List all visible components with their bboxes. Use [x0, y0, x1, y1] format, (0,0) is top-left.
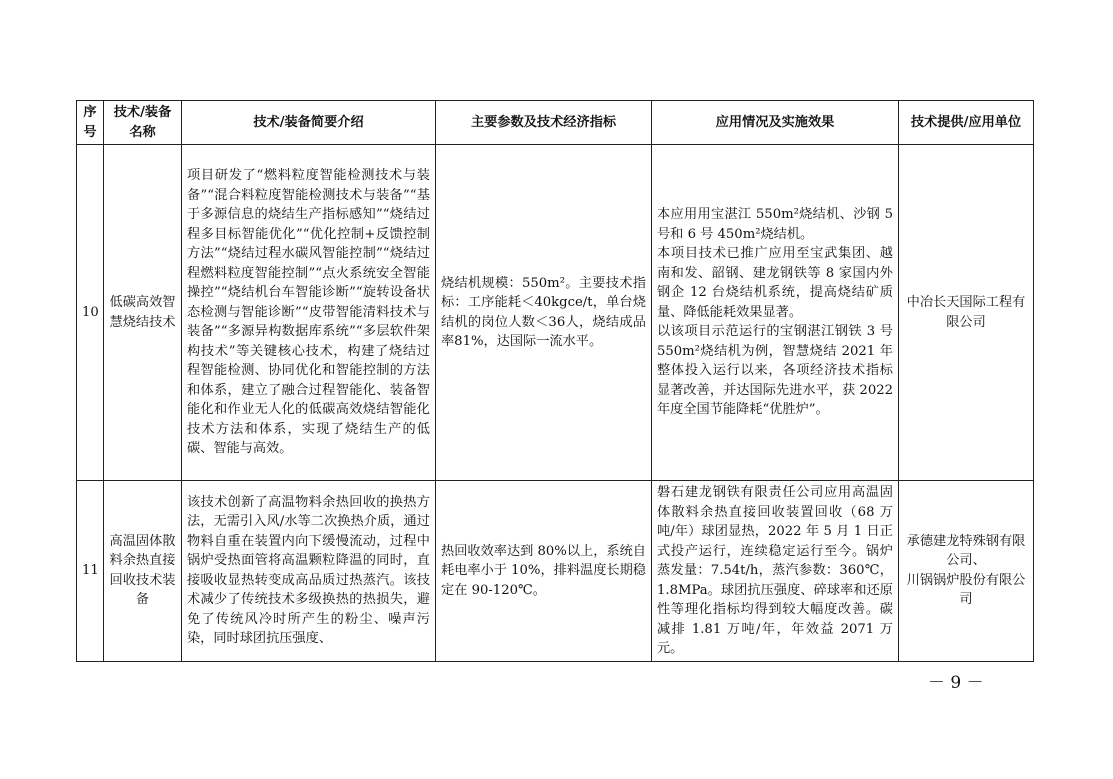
row-intro: 项目研发了“燃料粒度智能检测技术与装备”“混合料粒度智能检测技术与装备”“基于多源信息的烧结生产指标感知”“烧结过程多目标智能优化”“优化控制+反馈控制方法”“烧结过程水碳风智能控制”“烧结过程燃料粒度智能控制”“点火系统安全智能操控”“烧结机台车智能诊断”“旋转设备状态检测与智能诊断”“皮带智能清料技术与装备”“多源异构数据库系统”“多层软件架构技术”等关键核心技术，构建了烧结过程智能检测、协同优化和智能控制的方法和体系，建立了融合过程智能化、装备智能化和作业无人化的低碳高效烧结智能化技术方法和体系，实现了烧结生产的低碳、智能与高效。 [182, 145, 436, 481]
row-params: 热回收效率达到 80%以上，系统自耗电率小于 10%，排料温度长期稳定在 90-120℃。 [436, 481, 652, 662]
row-name: 高温固体散料余热直接回收技术装备 [104, 481, 182, 662]
row-intro: 该技术创新了高温物料余热回收的换热方法，无需引入风/水等二次换热介质，通过物料自重在装置内向下缓慢流动，过程中锅炉受热面管将高温颗粒降温的同时，直接吸收显热转变成高品质过热蒸汽。该技术减少了传统技术多级换热的热损失，避免了传统风冷时所产生的粉尘、噪声污染，同时球团抗压强度、 [182, 481, 436, 662]
header-application: 应用情况及实施效果 [652, 101, 899, 145]
row-no: 11 [77, 481, 104, 662]
header-name: 技术/装备名称 [104, 101, 182, 145]
row-params: 烧结机规模：550m²。主要技术指标：工序能耗＜40kgce/t，单台烧结机的岗位人数＜36人，烧结成品率81%，达国际一流水平。 [436, 145, 652, 481]
row-application: 本应用用宝湛江 550m²烧结机、沙钢 5 号和 6 号 450m²烧结机。 本项目技术已推广应用至宝武集团、越南和发、韶钢、建龙钢铁等 8 家国内外钢企 12 台烧结机系统，提高烧结矿质量、降低能耗效果显著。 以该项目示范运行的宝钢湛江钢铁 3 号 550m²烧结机为例，智慧烧结 2021 年整体投入运行以来，各项经济技术指标显著改善，并达国际先进水平，获 2022 年度全国节能降耗“优胜炉”。 [652, 145, 899, 481]
header-params: 主要参数及技术经济指标 [436, 101, 652, 145]
header-no: 序号 [77, 101, 104, 145]
row-application: 磐石建龙钢铁有限责任公司应用高温固体散料余热直接回收装置回收（68 万吨/年）球团显热，2022 年 5 月 1 日正式投产运行，连续稳定运行至今。锅炉蒸发量：7.54t/h，蒸汽参数：360℃，1.8MPa。球团抗压强度、碎球率和还原性等理化指标均得到较大幅度改善。碳减排 1.81 万吨/年，年效益 2071 万元。 [652, 481, 899, 662]
page-number: － 9 － [928, 673, 984, 693]
header-provider: 技术提供/应用单位 [899, 101, 1034, 145]
header-intro: 技术/装备简要介绍 [182, 101, 436, 145]
row-name: 低碳高效智慧烧结技术 [104, 145, 182, 481]
table-header-row [77, 101, 1034, 145]
technology-table [76, 100, 1034, 662]
row-no: 10 [77, 145, 104, 481]
row-provider: 中冶长天国际工程有限公司 [899, 145, 1034, 481]
table-row [77, 145, 1034, 481]
table-row [77, 481, 1034, 662]
row-provider: 承德建龙特殊钢有限公司、 川锅锅炉股份有限公司 [899, 481, 1034, 662]
